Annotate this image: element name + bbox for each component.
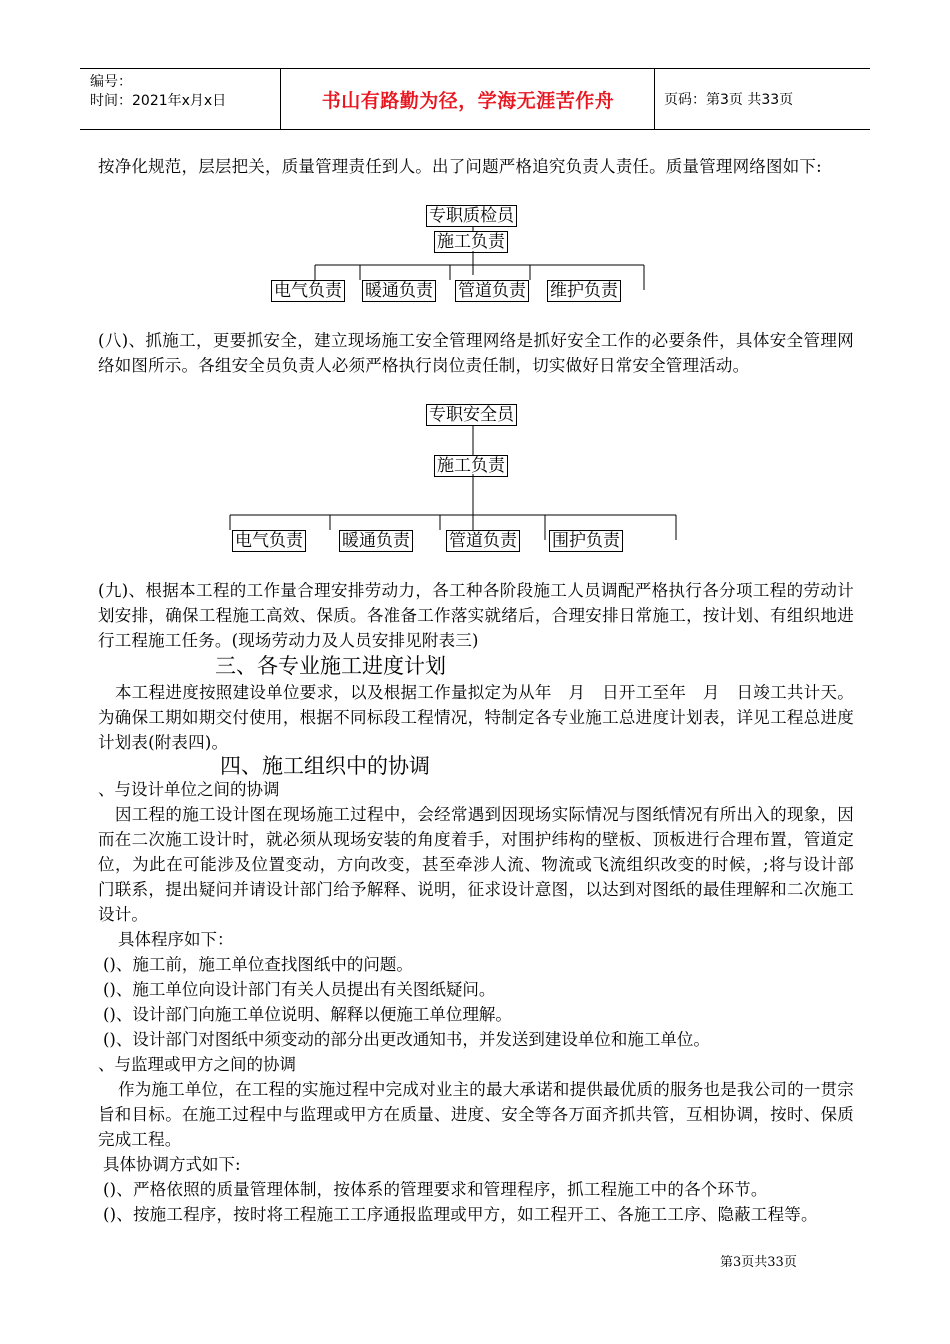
header-motto: 书山有路勤为径，学海无涯苦作舟 <box>321 90 615 112</box>
org2-leaf-box: 围护负责 <box>549 530 623 552</box>
org1-mid-box: 施工负责 <box>434 231 508 253</box>
paragraph: 因工程的施工设计图在现场施工过程中，会经常遇到因现场实际情况与图纸情况有所出入的现象，因而在二次施工设计时，就必须从现场安装的角度着手，对围护纬构的壁板、顶板进行合理布置，管道定位，为此在可能涉及位置变动，方向改变，甚至牵涉人流、物流或飞流组织改变的时候，;将与设计部门联系，提出疑问并请设计部门给予解释、说明，征求设计意图，以达到对图纸的最佳理解和二次施工设计。 <box>98 805 854 924</box>
header-page-label: 页码：第3页 共33页 <box>664 92 794 108</box>
paragraph: (八)、抓施工，更要抓安全，建立现场施工安全管理网络是抓好安全工作的必要条件，具体安全管理网络如图所示。各组安全员负责人必须严格执行岗位责任制，切实做好日常安全管理活动。 <box>98 331 854 375</box>
list-item: ()、严格依照的质量管理体制，按体系的管理要求和管理程序，抓工程施工中的各个环节。 <box>103 1180 768 1199</box>
list-item: ()、设计部门对图纸中须变动的部分出更改通知书，并发送到建设单位和施工单位。 <box>103 1030 710 1049</box>
paragraph: 作为施工单位，在工程的实施过程中完成对业主的最大承诺和提供最优质的服务也是我公司的一贯宗旨和目标。在施工过程中与监理或甲方在质量、进度、安全等各万面齐抓共管，互相协调，按时、保质完成工程。 <box>98 1080 854 1149</box>
doc-number-label: 编号： <box>90 74 132 90</box>
section-heading: 四、施工组织中的协调 <box>220 754 430 778</box>
paragraph: (九)、根据本工程的工作量合理安排劳动力，各工种各阶段施工人员调配严格执行各分项工程的劳动计划安排，确保工程施工高效、保质。各准备工作落实就绪后，合理安排日常施工，按计划、有组织地进行工程施工任务。(现场劳动力及人员安排见附表三) <box>98 581 854 650</box>
org1-top-box: 专职质检员 <box>426 205 517 227</box>
doc-date-label: 时间：2021年x月x日 <box>90 93 227 109</box>
paragraph: 具体协调方式如下: <box>103 1155 241 1174</box>
paragraph: 本工程进度按照建设单位要求，以及根据工作量拟定为从年 月 日开工至年 月 日竣工共计天。为确保工期如期交付使用，根据不同标段工程情况，特制定各专业施工总进度计划表，详见工程总进度计划表(附表四)。 <box>98 683 854 752</box>
section-heading: 三、各专业施工进度计划 <box>215 654 446 678</box>
org2-leaf-box: 管道负责 <box>446 530 520 552</box>
list-item: ()、设计部门向施工单位说明、解释以便施工单位理解。 <box>103 1005 512 1024</box>
org2-mid-box: 施工负责 <box>434 455 508 477</box>
org1-leaf-box: 管道负责 <box>455 280 529 302</box>
subsection-heading: 、与设计单位之间的协调 <box>98 780 280 799</box>
list-item: ()、施工前，施工单位查找图纸中的问题。 <box>103 955 413 974</box>
list-item: ()、施工单位向设计部门有关人员提出有关图纸疑问。 <box>103 980 496 999</box>
org1-leaf-box: 维护负责 <box>547 280 621 302</box>
org1-leaf-box: 暖通负责 <box>362 280 436 302</box>
paragraph: 按净化规范，层层把关，质量管理责任到人。出了问题严格追究负责人责任。质量管理网络图如下: <box>98 157 822 176</box>
subsection-heading: 、与监理或甲方之间的协调 <box>98 1055 296 1074</box>
paragraph: 具体程序如下： <box>118 930 234 949</box>
list-item: ()、按施工程序，按时将工程施工工序通报监理或甲方，如工程开工、各施工工序、隐蔽工程等。 <box>103 1205 818 1224</box>
page-footer: 第3页共33页 <box>720 1255 797 1270</box>
org1-leaf-box: 电气负责 <box>271 280 345 302</box>
org2-leaf-box: 暖通负责 <box>339 530 413 552</box>
org2-leaf-box: 电气负责 <box>232 530 306 552</box>
org2-top-box: 专职安全员 <box>426 404 517 426</box>
